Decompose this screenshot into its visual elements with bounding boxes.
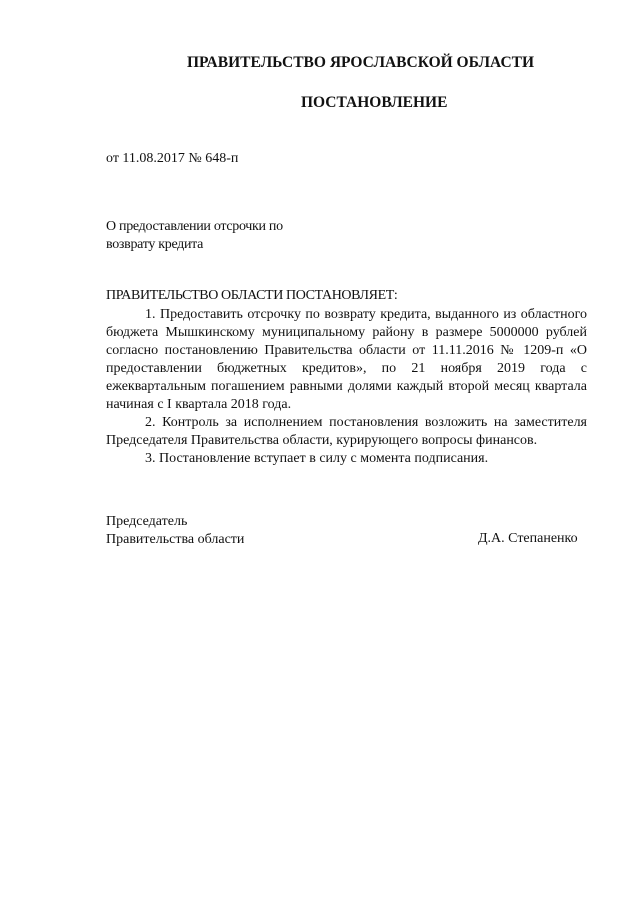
subject-line-2: возврату кредита [106, 237, 204, 252]
resolution-preamble: ПРАВИТЕЛЬСТВО ОБЛАСТИ ПОСТАНОВЛЯЕТ: [106, 288, 398, 303]
paragraph-2: 2. Контроль за исполнением постановления возложить на заместителя Председателя Правительства области, курирующего вопросы финансов. [106, 415, 587, 448]
paragraph-3: 3. Постановление вступает в силу с момента подписания. [145, 451, 489, 466]
signatory-position-line-1: Председатель [106, 514, 188, 529]
signatory-position-line-2: Правительства области [106, 532, 245, 547]
resolution-body [106, 306, 587, 468]
government-title: ПРАВИТЕЛЬСТВО ЯРОСЛАВСКОЙ ОБЛАСТИ [187, 54, 535, 71]
signatory-name: Д.А. Степаненко [478, 531, 578, 546]
document-type-title: ПОСТАНОВЛЕНИЕ [301, 94, 448, 111]
document-subject [106, 218, 283, 254]
subject-line-1: О предоставлении отсрочки по [106, 219, 283, 234]
document-date-number: от 11.08.2017 № 648-п [106, 151, 239, 166]
signatory-position [106, 513, 244, 549]
paragraph-1: 1. Предоставить отсрочку по возврату кредита, выданного из областного бюджета Мышкинскому муниципальному району в размере 5000000 рублей согласно постановлению Правительства области от 11.11.2016 № 1209-п «О предоставлении бюджетных кредитов», по 21 ноября 2019 года с ежеквартальным погашением равными долями каждый второй месяц квартала начиная с I квартала 2018 года. [106, 307, 587, 412]
